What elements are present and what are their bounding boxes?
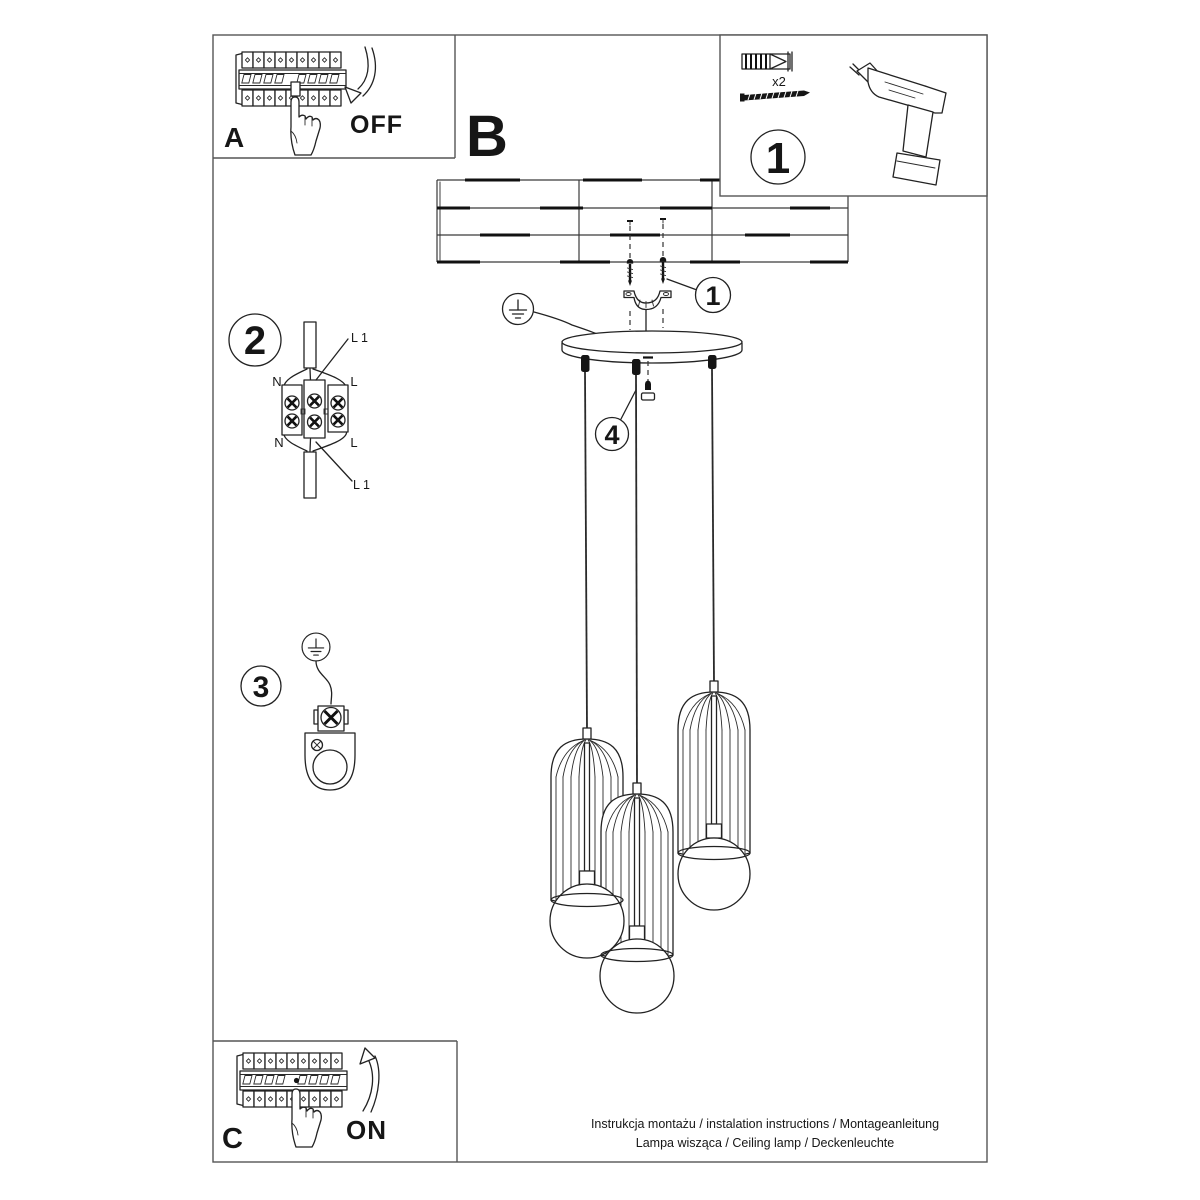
cable-gland-icon	[581, 355, 590, 372]
lamp-cage	[678, 681, 750, 858]
callout-4-leader	[621, 390, 636, 419]
mounting-screw-icon	[660, 257, 666, 284]
footer-line-1: Instrukcja montażu / instalation instructions / Montageanleitung	[590, 1117, 940, 1131]
page-border	[213, 35, 987, 1162]
grounding-step	[241, 633, 355, 790]
kit-box	[720, 35, 987, 196]
pendant-lamps	[550, 681, 750, 1013]
ground-symbol-icon	[302, 633, 330, 661]
step-c-box	[213, 1041, 457, 1162]
wall-plug-icon	[742, 52, 792, 71]
ground-symbol-icon	[503, 294, 534, 325]
power-off-label: OFF	[350, 111, 403, 139]
suspension-cable	[712, 369, 714, 682]
cable-gland-icon	[708, 355, 717, 369]
kit-quantity-label: x2	[772, 74, 786, 89]
arrow-up-icon	[360, 1048, 379, 1112]
mounting-screw-icon	[627, 259, 633, 286]
ground-terminal-icon	[314, 706, 348, 731]
l1-bottom-leader	[316, 442, 352, 481]
power-on-label: ON	[346, 1115, 387, 1145]
arrow-down-icon	[345, 47, 375, 103]
wire-label-l1-bottom: L 1	[353, 478, 370, 492]
step-c-letter: C	[222, 1123, 243, 1155]
ceiling-bracket-icon	[624, 291, 671, 310]
wire-label-l-bottom: L	[350, 435, 358, 450]
wiring-step	[229, 314, 370, 498]
ground-wire	[316, 661, 332, 704]
step-a-box	[213, 35, 455, 158]
supply-cable	[304, 322, 316, 368]
suspension-cable	[636, 375, 637, 784]
step-3-number: 3	[252, 671, 270, 704]
step-2-number: 2	[243, 319, 267, 363]
suspension-cable	[585, 372, 587, 729]
wire-label-n-bottom: N	[274, 435, 284, 450]
circuit-breaker-icon	[236, 52, 346, 106]
step-b-letter: B	[466, 104, 508, 169]
callout-1-leader	[667, 279, 697, 290]
pilot-hole-icon	[627, 219, 666, 225]
mounting-plate-icon	[305, 733, 355, 790]
cable-gland-icon	[632, 359, 641, 375]
wire-label-l1-top: L 1	[351, 331, 368, 345]
step-a-letter: A	[224, 122, 245, 153]
callout-4-number: 4	[604, 420, 620, 450]
terminal-block-icon	[282, 380, 348, 438]
l1-top-leader	[316, 339, 348, 380]
ground-wire	[534, 312, 597, 334]
kit-number: 1	[765, 134, 791, 183]
locking-screw-icon	[642, 358, 655, 401]
wire-label-l-top: L	[350, 374, 358, 389]
footer	[591, 1117, 939, 1150]
footer-line-2: Lampa wisząca / Ceiling lamp / Deckenleuchte	[635, 1136, 895, 1150]
callout-1-number: 1	[705, 281, 721, 311]
wire-label-n-top: N	[272, 374, 282, 389]
supply-cable	[304, 452, 316, 498]
